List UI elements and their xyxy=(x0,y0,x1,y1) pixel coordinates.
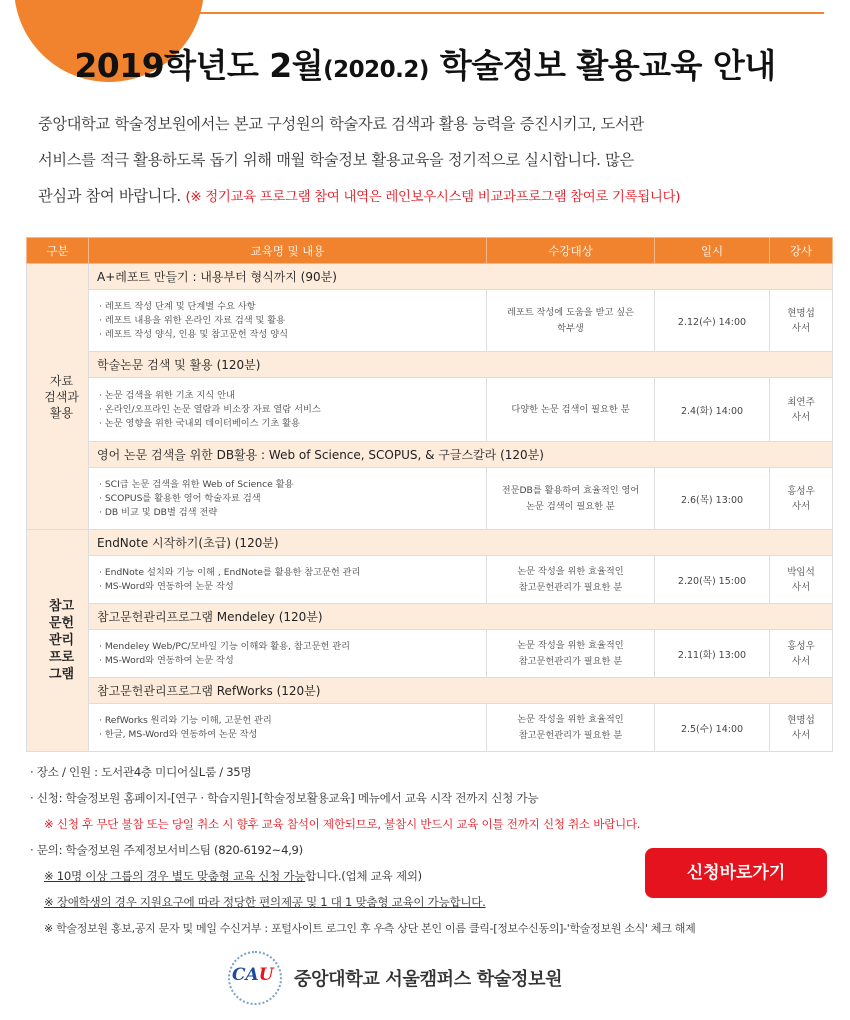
course-instructor: 최연주 사서 xyxy=(770,378,833,442)
course-contents: · SCI급 논문 검색을 위한 Web of Science 활용 · SCOPUS를 활용한 영어 학술자료 검색 · DB 비교 및 DB별 검색 전략 xyxy=(89,468,487,530)
course-contents: · RefWorks 원리와 기능 이해, 고문헌 관리 · 한글, MS-Word와 연동하여 논문 작성 xyxy=(89,704,487,752)
course-detail-row xyxy=(27,468,833,530)
course-date: 2.20(목) 15:00 xyxy=(655,556,770,604)
note-disabled: ※ 장애학생의 경우 지원요구에 따라 정당한 편의제공 및 1 대 1 맞춤형 교육이 가능합니다. xyxy=(44,895,486,909)
table-header-row xyxy=(27,238,833,264)
header-category: 구분 xyxy=(27,238,89,264)
course-title-row xyxy=(27,442,833,468)
course-date: 2.11(화) 13:00 xyxy=(655,630,770,678)
course-target: 논문 작성을 위한 효율적인 참고문헌관리가 필요한 분 xyxy=(487,704,655,752)
intro-note: (※ 정기교육 프로그램 참여 내역은 레인보우시스템 비교과프로그램 참여로 기록됩니다) xyxy=(185,190,681,205)
course-contents: · 논문 검색을 위한 기초 지식 안내 · 온라인/오프라인 논문 열람과 비소장 자료 열람 서비스 · 논문 영향을 위한 국내외 데이터베이스 기초 활용 xyxy=(89,378,487,442)
course-instructor: 홍성우 사서 xyxy=(770,630,833,678)
course-detail-row xyxy=(27,704,833,752)
course-title: 학술논문 검색 및 활용 (120분) xyxy=(89,352,833,378)
course-title-row xyxy=(27,264,833,290)
course-instructor: 현명섭 사서 xyxy=(770,290,833,352)
course-target: 논문 작성을 위한 효율적인 참고문헌관리가 필요한 분 xyxy=(487,630,655,678)
course-title: 참고문헌관리프로그램 Mendeley (120분) xyxy=(89,604,833,630)
course-detail-row xyxy=(27,630,833,678)
header-target: 수강대상 xyxy=(487,238,655,264)
course-target: 다양한 논문 검색이 필요한 분 xyxy=(487,378,655,442)
category-cell: 자료 검색과 활용 xyxy=(27,264,89,530)
note-apply: · 신청: 학술정보원 홈페이지-[연구 · 학습지원]-[학술정보활용교육] 메뉴에서 교육 시작 전까지 신청 가능 xyxy=(30,791,539,805)
education-table xyxy=(26,237,833,752)
footer-name: 중앙대학교 서울캠퍼스 학술정보원 xyxy=(294,969,563,990)
note-contact: · 문의: 학술정보원 주제정보서비스팀 (820-6192~4,9) xyxy=(30,843,303,857)
course-title-row xyxy=(27,678,833,704)
note-place: · 장소 / 인원 : 도서관4층 미디어실L룸 / 35명 xyxy=(30,765,252,779)
course-title: 참고문헌관리프로그램 RefWorks (120분) xyxy=(89,678,833,704)
note-group: ※ 10명 이상 그룹의 경우 별도 맞춤형 교육 신청 가능합니다.(업체 교육 제외) xyxy=(44,869,422,883)
course-contents: · 레포트 작성 단계 및 단계별 수요 사항 · 레포트 내용을 위한 온라인 자료 검색 및 활용 · 레포트 작성 양식, 인용 및 참고문헌 작성 양식 xyxy=(89,290,487,352)
course-instructor: 박임석 사서 xyxy=(770,556,833,604)
cau-logo: CAU xyxy=(224,949,288,1007)
course-date: 2.6(목) 13:00 xyxy=(655,468,770,530)
course-date: 2.5(수) 14:00 xyxy=(655,704,770,752)
header-course: 교육명 및 내용 xyxy=(89,238,487,264)
course-title: EndNote 시작하기(초급) (120분) xyxy=(89,530,833,556)
decorative-line xyxy=(150,12,824,14)
course-target: 논문 작성을 위한 효율적인 참고문헌관리가 필요한 분 xyxy=(487,556,655,604)
intro-text: 중앙대학교 학술정보원에서는 본교 구성원의 학술자료 검색과 활용 능력을 증진시키고, 도서관 서비스를 적극 활용하도록 돕기 위해 매월 학술정보 활용교육을 정기적으로 실시합니다. 많은 관심과 참여 바랍니다. (※ 정기교육 프로그램 참여 내역은 레인보우시스템 비교과프로그램 참여로 기록됩니다) xyxy=(38,115,681,205)
footer xyxy=(224,948,562,1008)
category-cell: 참고 문헌 관리 프로 그램 xyxy=(27,530,89,752)
course-target: 전문DB를 활용하여 효율적인 영어 논문 검색이 필요한 분 xyxy=(487,468,655,530)
course-instructor: 현명섭 사서 xyxy=(770,704,833,752)
course-contents: · Mendeley Web/PC/모바일 기능 이해와 활용, 참고문헌 관리 · MS-Word와 연동하여 논문 작성 xyxy=(89,630,487,678)
course-contents: · EndNote 설치와 기능 이해 , EndNote를 활용한 참고문헌 관리 · MS-Word와 연동하여 논문 작성 xyxy=(89,556,487,604)
header-date: 일시 xyxy=(655,238,770,264)
course-instructor: 홍성우 사서 xyxy=(770,468,833,530)
course-detail-row xyxy=(27,378,833,442)
page-title: 2019학년도 2월(2020.2) 학술정보 활용교육 안내 xyxy=(74,46,776,85)
course-date: 2.4(화) 14:00 xyxy=(655,378,770,442)
note-refuse: ※ 학술정보원 홍보,공지 문자 및 메일 수신거부 : 포털사이트 로그인 후 우측 상단 본인 이름 클릭-[정보수신동의]-'학술정보원 소식' 체크 해제 xyxy=(44,922,696,935)
course-target: 레포트 작성에 도움을 받고 싶은 학부생 xyxy=(487,290,655,352)
course-date: 2.12(수) 14:00 xyxy=(655,290,770,352)
course-title: 영어 논문 검색을 위한 DB활용 : Web of Science, SCOPUS, & 구글스칼라 (120분) xyxy=(89,442,833,468)
apply-button[interactable]: 신청바로가기 xyxy=(645,848,827,898)
course-title-row xyxy=(27,352,833,378)
course-title: A+레포트 만들기 : 내용부터 형식까지 (90분) xyxy=(89,264,833,290)
course-detail-row xyxy=(27,290,833,352)
course-detail-row xyxy=(27,556,833,604)
course-title-row xyxy=(27,604,833,630)
course-title-row xyxy=(27,530,833,556)
header-instructor: 강사 xyxy=(770,238,833,264)
note-warning: ※ 신청 후 무단 불참 또는 당일 취소 시 향후 교육 참석이 제한되므로, 불참시 반드시 교육 이틀 전까지 신청 취소 바랍니다. xyxy=(44,817,641,831)
